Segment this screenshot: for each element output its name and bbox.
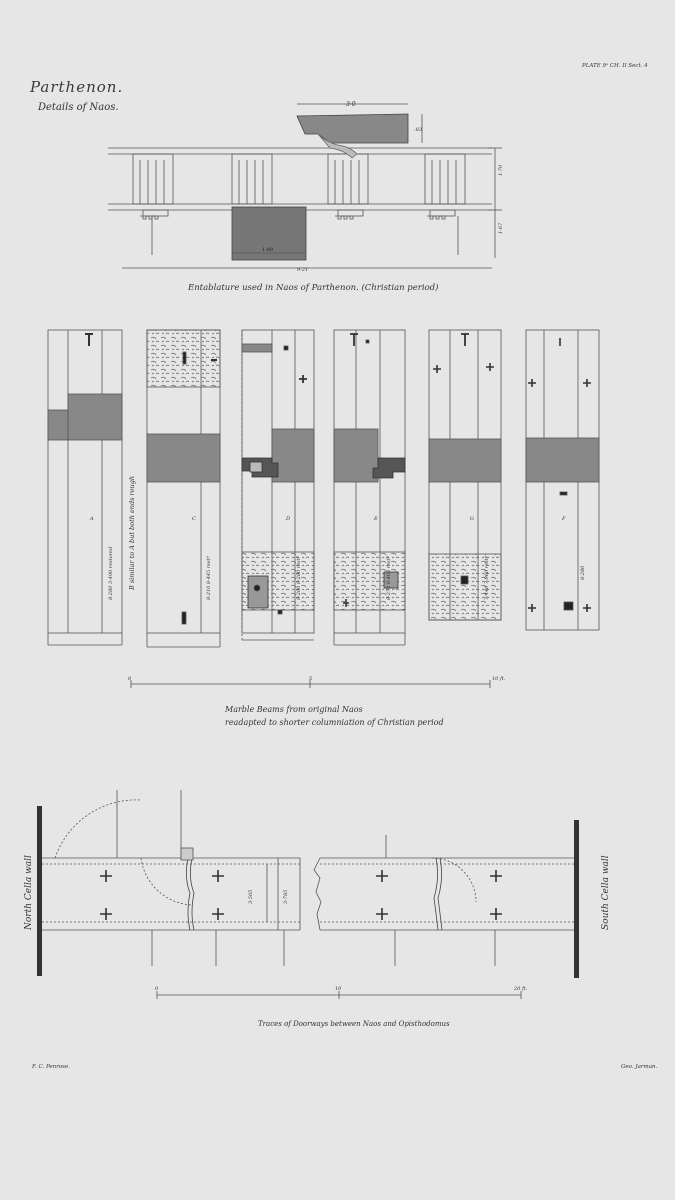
scale1-mid: 5 [309,676,313,682]
beam-d [242,330,314,640]
scale1-zero: 0 [128,676,132,682]
dim-block: ·83 [414,127,422,133]
plate-number: PLATE 9ᵃ CH. II Sect. 4 [582,63,648,69]
beam-g-letter: G [470,516,474,522]
beam-g [429,330,501,620]
scale2-end: 20 ft. [514,986,528,992]
beam-a-dims: 8·280 3·490 restored [108,546,114,600]
beam-e-dims: 8·272 8·403 restᵈ [386,556,392,600]
scale1-end: 10 ft. [492,676,506,682]
beams-caption-1: Marble Beams from original Naos [225,705,363,714]
dim-top: 3·0 [346,101,356,108]
beam-c-letter: C [192,516,196,522]
south-cella-wall-label: South Cella wall [601,855,611,930]
plate-subtitle: Details of Naos. [38,102,119,113]
beams-caption-2: readapted to shorter columniation of Christian period [225,718,444,727]
doorway-dim-1: 3·505 [248,889,254,904]
dim-right-lower: 1·67 [498,222,504,234]
column-group-4 [425,154,465,216]
beam-f [526,330,599,630]
entablature-caption: Entablature used in Naos of Parthenon. (Christian period) [188,283,439,293]
dim-center: 1·80 [262,247,274,253]
entablature-elevation [108,104,502,268]
dim-overall: 9·21 [297,267,309,273]
beam-e-letter: E [374,516,378,522]
doorways-plan [37,790,579,978]
plate-title: Parthenon. [30,78,124,96]
column-group-1 [133,154,173,216]
scale2-zero: 0 [155,986,159,992]
doorways-caption: Traces of Doorways between Naos and Opisthodomus [258,1020,450,1028]
column-group-2 [232,154,272,204]
signature-right: Geo. Jarman. [621,1064,658,1070]
beam-f-letter: F [562,516,566,522]
north-cella-wall-label: North Cella wall [24,855,34,930]
signature-left: F. C. Penrose. [32,1064,70,1070]
beam-e [334,330,405,645]
beam-f-dims: 8·280 [580,565,586,580]
beam-g-dims: 7·440 7·960 restᵈ [484,556,490,600]
beam-d-letter: D [286,516,291,522]
dim-right-upper: 1·70 [498,164,504,176]
scale-bar-2 [157,991,521,999]
beam-note: B similar to A but both ends rough [128,475,136,590]
beam-a-letter: A [90,516,94,522]
beam-d-dims: 8·260 8·280 restᵈ [296,556,302,600]
beam-c-dims: 8·210 8·445 restᵈ [206,556,212,600]
doorway-dim-2: 3·785 [283,889,289,904]
column-group-3 [328,154,368,216]
scale2-mid: 10 [335,986,342,992]
